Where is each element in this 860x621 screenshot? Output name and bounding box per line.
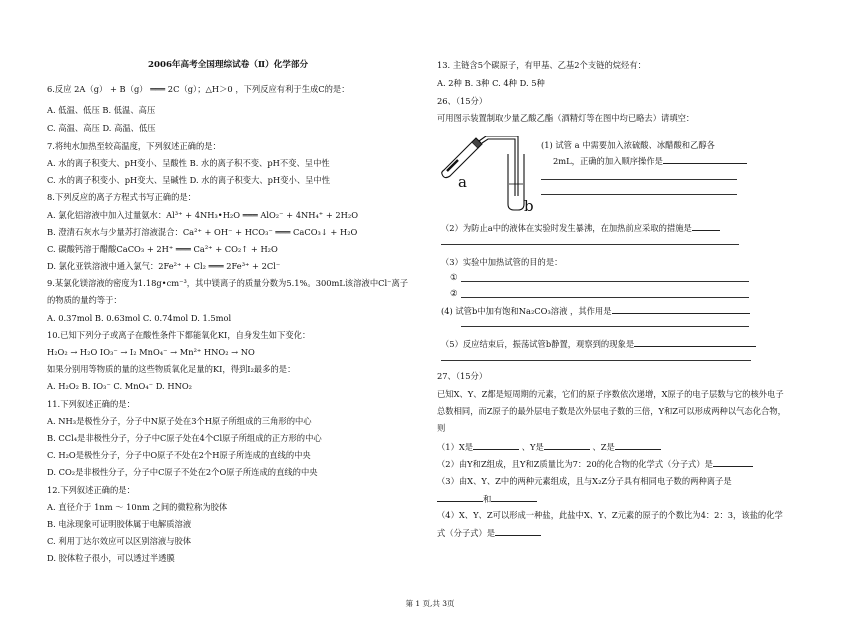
question-line: 10.已知下列分子或离子在酸性条件下都能氧化KI，自身发生如下变化： bbox=[47, 330, 311, 340]
question-27-1-x: （1）X是 bbox=[437, 442, 474, 452]
question-line: C. 水的离子积变小、pH变大、呈碱性 D. 水的离子积变大、pH变小、呈中性 bbox=[47, 175, 331, 185]
answer-blank[interactable] bbox=[634, 338, 756, 347]
question-26-2 bbox=[441, 222, 720, 234]
answer-blank[interactable] bbox=[612, 305, 750, 314]
question-27-4-text: 式（分子式）是 bbox=[437, 528, 496, 538]
question-27-3-and: 和 bbox=[483, 494, 492, 504]
question-line: H₂O₂ → H₂O IO₃⁻ → I₂ MnO₄⁻ → Mn²⁺ HNO₂ → NO bbox=[47, 347, 255, 357]
question-line: A. NH₃是极性分子，分子中N原子处在3个H原子所组成的三角形的中心 bbox=[47, 416, 312, 426]
question-26-3: （3）实验中加热试管的目的是： bbox=[441, 257, 563, 267]
question-line: B. 电泳现象可证明胶体属于电解质溶液 bbox=[47, 519, 192, 529]
answer-line[interactable] bbox=[441, 360, 751, 361]
question-27-stem: 已知X、Y、Z都是短周期的元素，它们的原子序数依次递增，X原子的电子层数与它的核外电子 bbox=[437, 389, 784, 399]
question-line: C. H₂O是极性分子，分子中O原子不处在2个H原子所连成的直线的中央 bbox=[47, 450, 311, 460]
question-line: 6.反应 2A（g） + B（g） ═══ 2C（g）；△H＞0 ，下列反应有利于生成C的是： bbox=[47, 84, 350, 94]
question-line: D. 氯化亚铁溶液中通入氯气：2Fe²⁺ + Cl₂ ═══ 2Fe³⁺ + 2Cl⁻ bbox=[47, 261, 281, 271]
answer-line[interactable] bbox=[461, 297, 749, 298]
label-tube-b: b bbox=[524, 197, 534, 215]
question-27-2-text: （2）由Y和Z组成，且Y和Z质量比为7：20的化合物的化学式（分子式）是 bbox=[437, 459, 713, 469]
question-26-3-item-2: ② bbox=[450, 288, 458, 298]
question-13: 13. 主链含5个碳原子，有甲基、乙基2个支链的烷烃有： bbox=[437, 60, 646, 70]
answer-blank[interactable] bbox=[473, 441, 519, 450]
question-26-heading: 26、（15分） bbox=[437, 96, 488, 106]
question-line: A. 直径介于 1nm ～ 10nm 之间的微粒称为胶体 bbox=[47, 502, 228, 512]
answer-blank[interactable] bbox=[495, 527, 541, 536]
question-line: A. 0.37mol B. 0.63mol C. 0.74mol D. 1.5mol bbox=[47, 313, 232, 323]
question-26-5 bbox=[441, 338, 756, 350]
page-footer: 第 1 页,共 3页 bbox=[405, 599, 455, 608]
question-13-options: A. 2种 B. 3种 C. 4种 D. 5种 bbox=[437, 78, 545, 88]
apparatus-figure bbox=[438, 136, 536, 214]
answer-blank[interactable] bbox=[663, 155, 747, 164]
question-line: B. 澄清石灰水与少量苏打溶液混合：Ca²⁺ + OH⁻ + HCO₃⁻ ═══ CaCO₃↓ + H₂O bbox=[47, 227, 358, 237]
answer-blank[interactable] bbox=[437, 493, 483, 502]
question-26-1: (1) 试管 a 中需要加入浓硫酸、冰醋酸和乙醇各 bbox=[541, 140, 715, 150]
page-title: 2006年高考全国理综试卷（Ⅱ）化学部分 bbox=[148, 60, 309, 70]
answer-line[interactable] bbox=[441, 244, 739, 245]
question-26-5-text: （5）反应结束后，振荡试管b静置，观察到的现象是 bbox=[441, 339, 635, 349]
question-line: 的物质的量约等于： bbox=[47, 295, 122, 305]
question-27-3: （3）由X、Y、Z中的两种元素组成，且与X₂Z分子具有相同电子数的两种离子是 bbox=[437, 476, 732, 486]
question-line: B. CCl₄是非极性分子，分子中C原子处在4个Cl原子所组成的正方形的中心 bbox=[47, 433, 322, 443]
question-27-3-cont bbox=[437, 493, 537, 505]
question-26-3-item-1: ① bbox=[450, 272, 458, 282]
question-27-1-y: 、Y是 bbox=[521, 442, 544, 452]
question-27-1 bbox=[437, 441, 661, 453]
answer-line[interactable] bbox=[541, 179, 737, 180]
question-line: 12.下列叙述正确的是： bbox=[47, 485, 135, 495]
question-line: D. CO₂是非极性分子，分子中C原子不处在2个O原子所连成的直线的中央 bbox=[47, 467, 318, 477]
question-line: A. 低温、低压 B. 低温、高压 bbox=[47, 105, 156, 115]
answer-line[interactable] bbox=[461, 326, 749, 327]
question-line: A. 水的离子积变大、pH变小、呈酸性 B. 水的离子积不变、pH不变、呈中性 bbox=[47, 158, 330, 168]
question-line: A. H₂O₂ B. IO₃⁻ C. MnO₄⁻ D. HNO₂ bbox=[47, 381, 192, 391]
question-line: 8.下列反应的离子方程式书写正确的是： bbox=[47, 192, 196, 202]
question-line: 如果分别用等物质的量的这些物质氧化足量的KI，得到I₂最多的是： bbox=[47, 364, 296, 374]
question-line: 9.某氯化镁溶液的密度为1.18g•cm⁻³，其中镁离子的质量分数为5.1%。300mL该溶液中Cl⁻离子 bbox=[47, 278, 409, 288]
question-27-2 bbox=[437, 458, 753, 470]
question-27-stem: 总数相同，而Z原子的最外层电子数是次外层电子数的三倍，Y和Z可以形成两种以气态化合物， bbox=[437, 406, 786, 416]
question-line: D. 胶体粒子很小，可以透过半透膜 bbox=[47, 553, 175, 563]
answer-blank[interactable] bbox=[491, 493, 537, 502]
question-26-4-text: (4) 试管b中加有饱和Na₂CO₃溶液 ，其作用是 bbox=[441, 306, 612, 316]
answer-blank[interactable] bbox=[713, 458, 753, 467]
question-line: A. 氯化铝溶液中加入过量氨水：Al³⁺ + 4NH₃•H₂O ═══ AlO₂⁻ + 4NH₄⁺ + 2H₂O bbox=[47, 210, 359, 220]
question-27-4: （4）X、Y、Z可以形成一种盐，此盐中X、Y、Z元素的原子的个数比为4：2：3，该盐的化学 bbox=[437, 510, 783, 520]
question-line: C. 高温、高压 D. 高温、低压 bbox=[47, 123, 156, 133]
question-27-stem: 则 bbox=[437, 423, 446, 433]
answer-blank[interactable] bbox=[692, 222, 720, 231]
answer-blank[interactable] bbox=[615, 441, 661, 450]
ethyl-acetate-apparatus-icon bbox=[438, 136, 536, 214]
question-26-4 bbox=[441, 305, 750, 317]
question-27-heading: 27、（15分） bbox=[437, 371, 488, 381]
question-26-1-cont bbox=[553, 155, 747, 167]
question-26-2-text: （2）为防止a中的液体在实验时发生暴沸，在加热前应采取的措施是 bbox=[441, 223, 692, 233]
question-line: C. 碳酸钙溶于醋酸CaCO₃ + 2H⁺ ═══ Ca²⁺ + CO₂↑ + H₂O bbox=[47, 244, 278, 254]
answer-line[interactable] bbox=[461, 281, 749, 282]
label-tube-a: a bbox=[458, 173, 467, 191]
question-26-intro: 可用图示装置制取少量乙酸乙酯（酒精灯等在图中均已略去）请填空： bbox=[437, 113, 695, 123]
question-line: 11.下列叙述正确的是： bbox=[47, 399, 135, 409]
answer-blank[interactable] bbox=[544, 441, 590, 450]
question-line: C. 利用丁达尔效应可以区别溶液与胶体 bbox=[47, 536, 192, 546]
answer-line[interactable] bbox=[541, 194, 737, 195]
question-26-1-text: 2mL，正确的加入顺序操作是 bbox=[553, 156, 663, 166]
question-line: 7.将纯水加热至较高温度，下列叙述正确的是： bbox=[47, 141, 221, 151]
question-27-1-z: 、Z是 bbox=[592, 442, 615, 452]
question-27-4-cont bbox=[437, 527, 541, 539]
